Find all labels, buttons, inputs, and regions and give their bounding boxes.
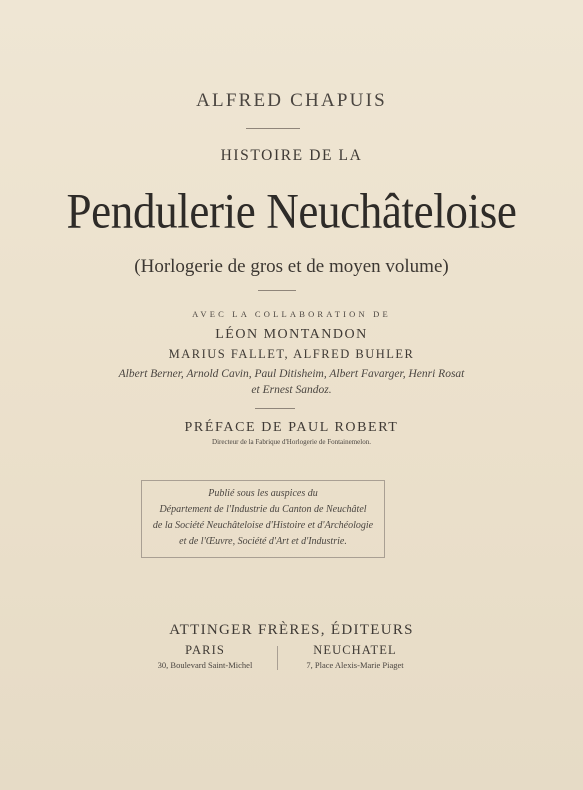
- auspices-line-2: Département de l'Industrie du Canton de Neuchâtel: [159, 504, 367, 515]
- collaboration-divider: [255, 408, 295, 409]
- subtitle-divider: [258, 290, 296, 291]
- author-name: ALFRED CHAPUIS: [196, 90, 387, 111]
- collaboration-label: AVEC LA COLLABORATION DE: [192, 309, 391, 319]
- collaborators-list-end: et Ernest Sandoz.: [251, 384, 332, 396]
- publisher-name: ATTINGER FRÈRES, ÉDITEURS: [169, 622, 414, 638]
- collaborators-list: Albert Berner, Arnold Cavin, Paul Ditisheim, Albert Favarger, Henri Rosat: [118, 368, 465, 380]
- publisher-separator: [277, 646, 278, 670]
- book-subtitle: (Horlogerie de gros et de moyen volume): [134, 256, 449, 277]
- collaborators-secondary: MARIUS FALLET, ALFRED BUHLER: [168, 347, 415, 361]
- auspices-line-1: Publié sous les auspices du: [208, 488, 318, 499]
- auspices-line-4: et de l'Œuvre, Société d'Art et d'Industrie.: [179, 536, 347, 547]
- auspices-line-3: de la Société Neuchâteloise d'Histoire et d'Archéologie: [152, 520, 374, 531]
- publisher-city-paris: PARIS: [185, 643, 225, 657]
- title-prefix: HISTOIRE DE LA: [220, 147, 363, 164]
- preface-author-role: Directeur de la Fabrique d'Horlogerie de Fontainemelon.: [212, 438, 371, 446]
- preface-title: PRÉFACE DE PAUL ROBERT: [184, 420, 399, 435]
- publisher-address-neuchatel: 7, Place Alexis-Marie Piaget: [306, 660, 404, 670]
- collaborator-primary: LÉON MONTANDON: [215, 327, 368, 342]
- publisher-city-neuchatel: NEUCHATEL: [313, 643, 397, 657]
- main-title: Pendulerie Neuchâteloise: [66, 183, 517, 239]
- author-divider: [246, 128, 300, 129]
- publisher-address-paris: 30, Boulevard Saint-Michel: [157, 660, 253, 670]
